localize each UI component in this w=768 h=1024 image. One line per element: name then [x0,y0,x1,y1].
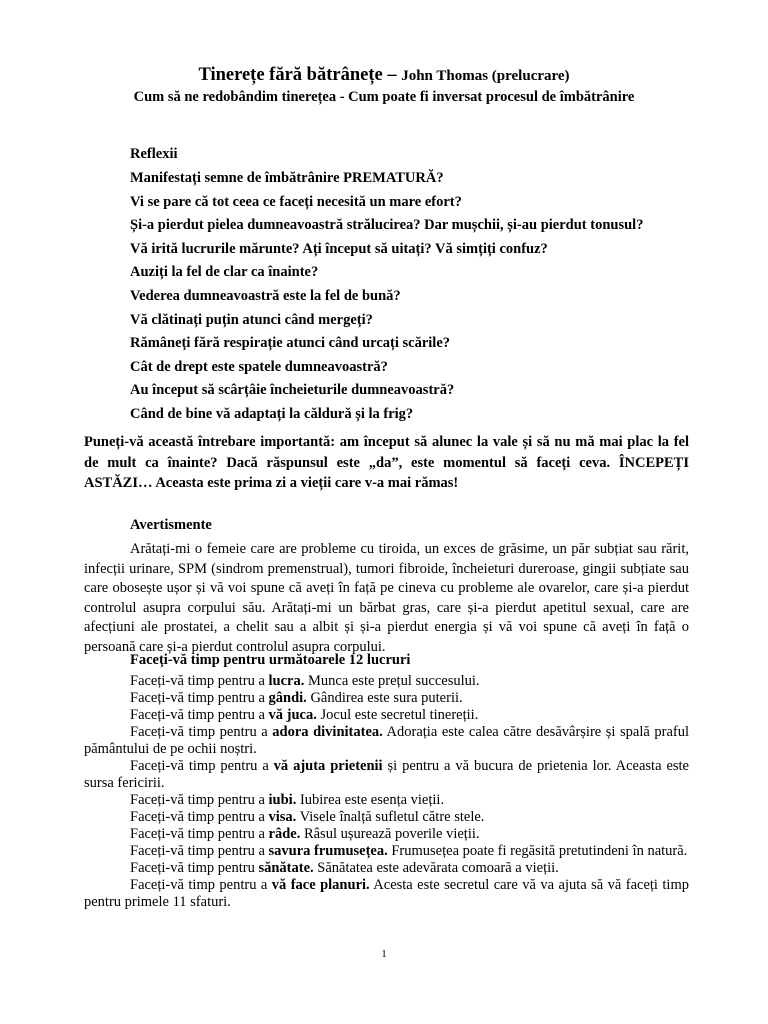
item-text: Frumusețea poate fi regăsită pretutindeni în natură. [387,843,688,859]
item-prefix: Faceți-vă timp pentru a [130,843,269,859]
avertismente-heading: Avertismente [130,517,212,533]
question-item: Rămâneți fără respirație atunci când urcați scările? [130,335,451,352]
lucruri-list [84,673,689,911]
item-keyword: vă ajuta prietenii [273,758,383,774]
item-prefix: Faceți-vă timp pentru a [130,877,272,893]
item-text: Jocul este secretul tinereții. [316,707,479,723]
list-item [84,690,689,707]
item-keyword: adora divinitatea. [272,724,383,740]
item-prefix: Faceți-vă timp pentru a [130,707,269,723]
item-keyword: visa. [268,809,297,825]
list-item [84,758,689,792]
item-text: Visele înalță sufletul către stele. [296,809,485,825]
item-text: Acesta este secretul care vă va ajuta să vă faceți timp pentru primele 11 sfaturi. [84,877,689,910]
title-text: Tinerețe fără bătrânețe – [198,65,397,85]
item-keyword: savura frumusețea. [268,843,388,859]
avertismente-paragraph: Arătați-mi o femeie care are probleme cu tiroida, un exces de grăsime, un păr subțiat sau rărit, infecții urinare, SPM (sindrom premenstrual), tumori fibroide, încheieturi dureroase, gingii subțiate sau care obosește ușor și vă voi spune că aveți în față pe cineva cu probleme ale ovarelor, care și-a pierdut controlul asupra corpului său. Arătați-mi un bărbat gras, care și-a pierdut apetitul sexual, care are afecțiuni ale prostatei, a chelit sau a albit și și-a pierdut energia și vă voi spune că aveți în față o persoană care și-a pierdut controlul asupra corpului. [84,541,689,655]
item-text: Râsul ușurează poverile vieții. [300,826,480,842]
item-keyword: iubi. [268,792,297,808]
question-item: Cât de drept este spatele dumneavoastră? [130,358,388,375]
item-prefix: Faceți-vă timp pentru a [130,758,274,774]
question-item: Manifestați semne de îmbătrânire PREMATURĂ? [130,170,444,186]
lucruri-heading: Faceți-vă timp pentru următoarele 12 lucruri [130,652,411,668]
reflexii-closing-paragraph: Puneți-vă această întrebare importantă: am început să alunec la vale și să nu mă mai plac la fel de mult ca înainte? Dacă răspunsul este „da”, este momentul să faceți ceva. ÎNCEPEȚI ASTĂZI… Aceasta este prima zi a vieții care v-a mai rămas! [84,434,689,491]
item-prefix: Faceți-vă timp pentru [130,860,259,876]
reflexii-section [130,142,730,427]
item-keyword: râde. [268,826,301,842]
list-item [84,826,689,843]
item-keyword: vă face planuri. [271,877,370,893]
question-item: Și-a pierdut pielea dumneavoastră strălucirea? Dar mușchii, și-au pierdut tonusul? [130,217,644,234]
document-subtitle: Cum să ne redobândim tinerețea - Cum poate fi inversat procesul de îmbătrânire [133,89,635,105]
question-item: Vederea dumneavoastră este la fel de bună? [130,287,401,304]
item-prefix: Faceți-vă timp pentru a [130,724,273,740]
question-item: Când de bine vă adaptați la căldură și la frig? [130,405,414,422]
question-item: Auziți la fel de clar ca înainte? [130,264,319,281]
item-text: Adorația este calea către desăvârșire și spală praful pământului de pe ochii noștri. [84,724,689,757]
item-prefix: Faceți-vă timp pentru a [130,792,269,808]
list-item [84,877,689,911]
item-text: și pentru a vă bucura de prietenia lor. Aceasta este sursa fericirii. [84,758,689,791]
question-item: Vă irită lucrurile mărunte? Ați început să uitați? Vă simțiți confuz? [130,240,548,257]
item-prefix: Faceți-vă timp pentru a [130,826,269,842]
document-title [0,64,768,87]
item-keyword: vă juca. [268,707,317,723]
list-item [84,724,689,758]
item-keyword: sănătate. [258,860,314,876]
question-item: Au început să scârțâie încheieturile dumneavoastră? [130,382,455,399]
author-text: John Thomas (prelucrare) [401,68,570,84]
list-item [84,809,689,826]
item-keyword: lucra. [268,673,305,689]
item-text: Sănătatea este adevărata comoară a vieții. [313,860,559,876]
item-keyword: gândi. [268,690,307,706]
list-item [84,792,689,809]
question-item: Vi se pare că tot ceea ce faceți necesită un mare efort? [130,193,462,210]
list-item [84,673,689,690]
reflexii-heading: Reflexii [130,146,178,162]
item-text: Iubirea este esența vieții. [296,792,445,808]
page-number: 1 [381,948,387,960]
item-prefix: Faceți-vă timp pentru a [130,690,269,706]
list-item [84,860,689,877]
list-item [84,843,689,860]
item-text: Gândirea este sura puterii. [306,690,463,706]
item-prefix: Faceți-vă timp pentru a [130,673,269,689]
item-text: Munca este prețul succesului. [304,673,480,689]
item-prefix: Faceți-vă timp pentru a [130,809,269,825]
list-item [84,707,689,724]
question-item: Vă clătinați puțin atunci când mergeți? [130,311,373,328]
